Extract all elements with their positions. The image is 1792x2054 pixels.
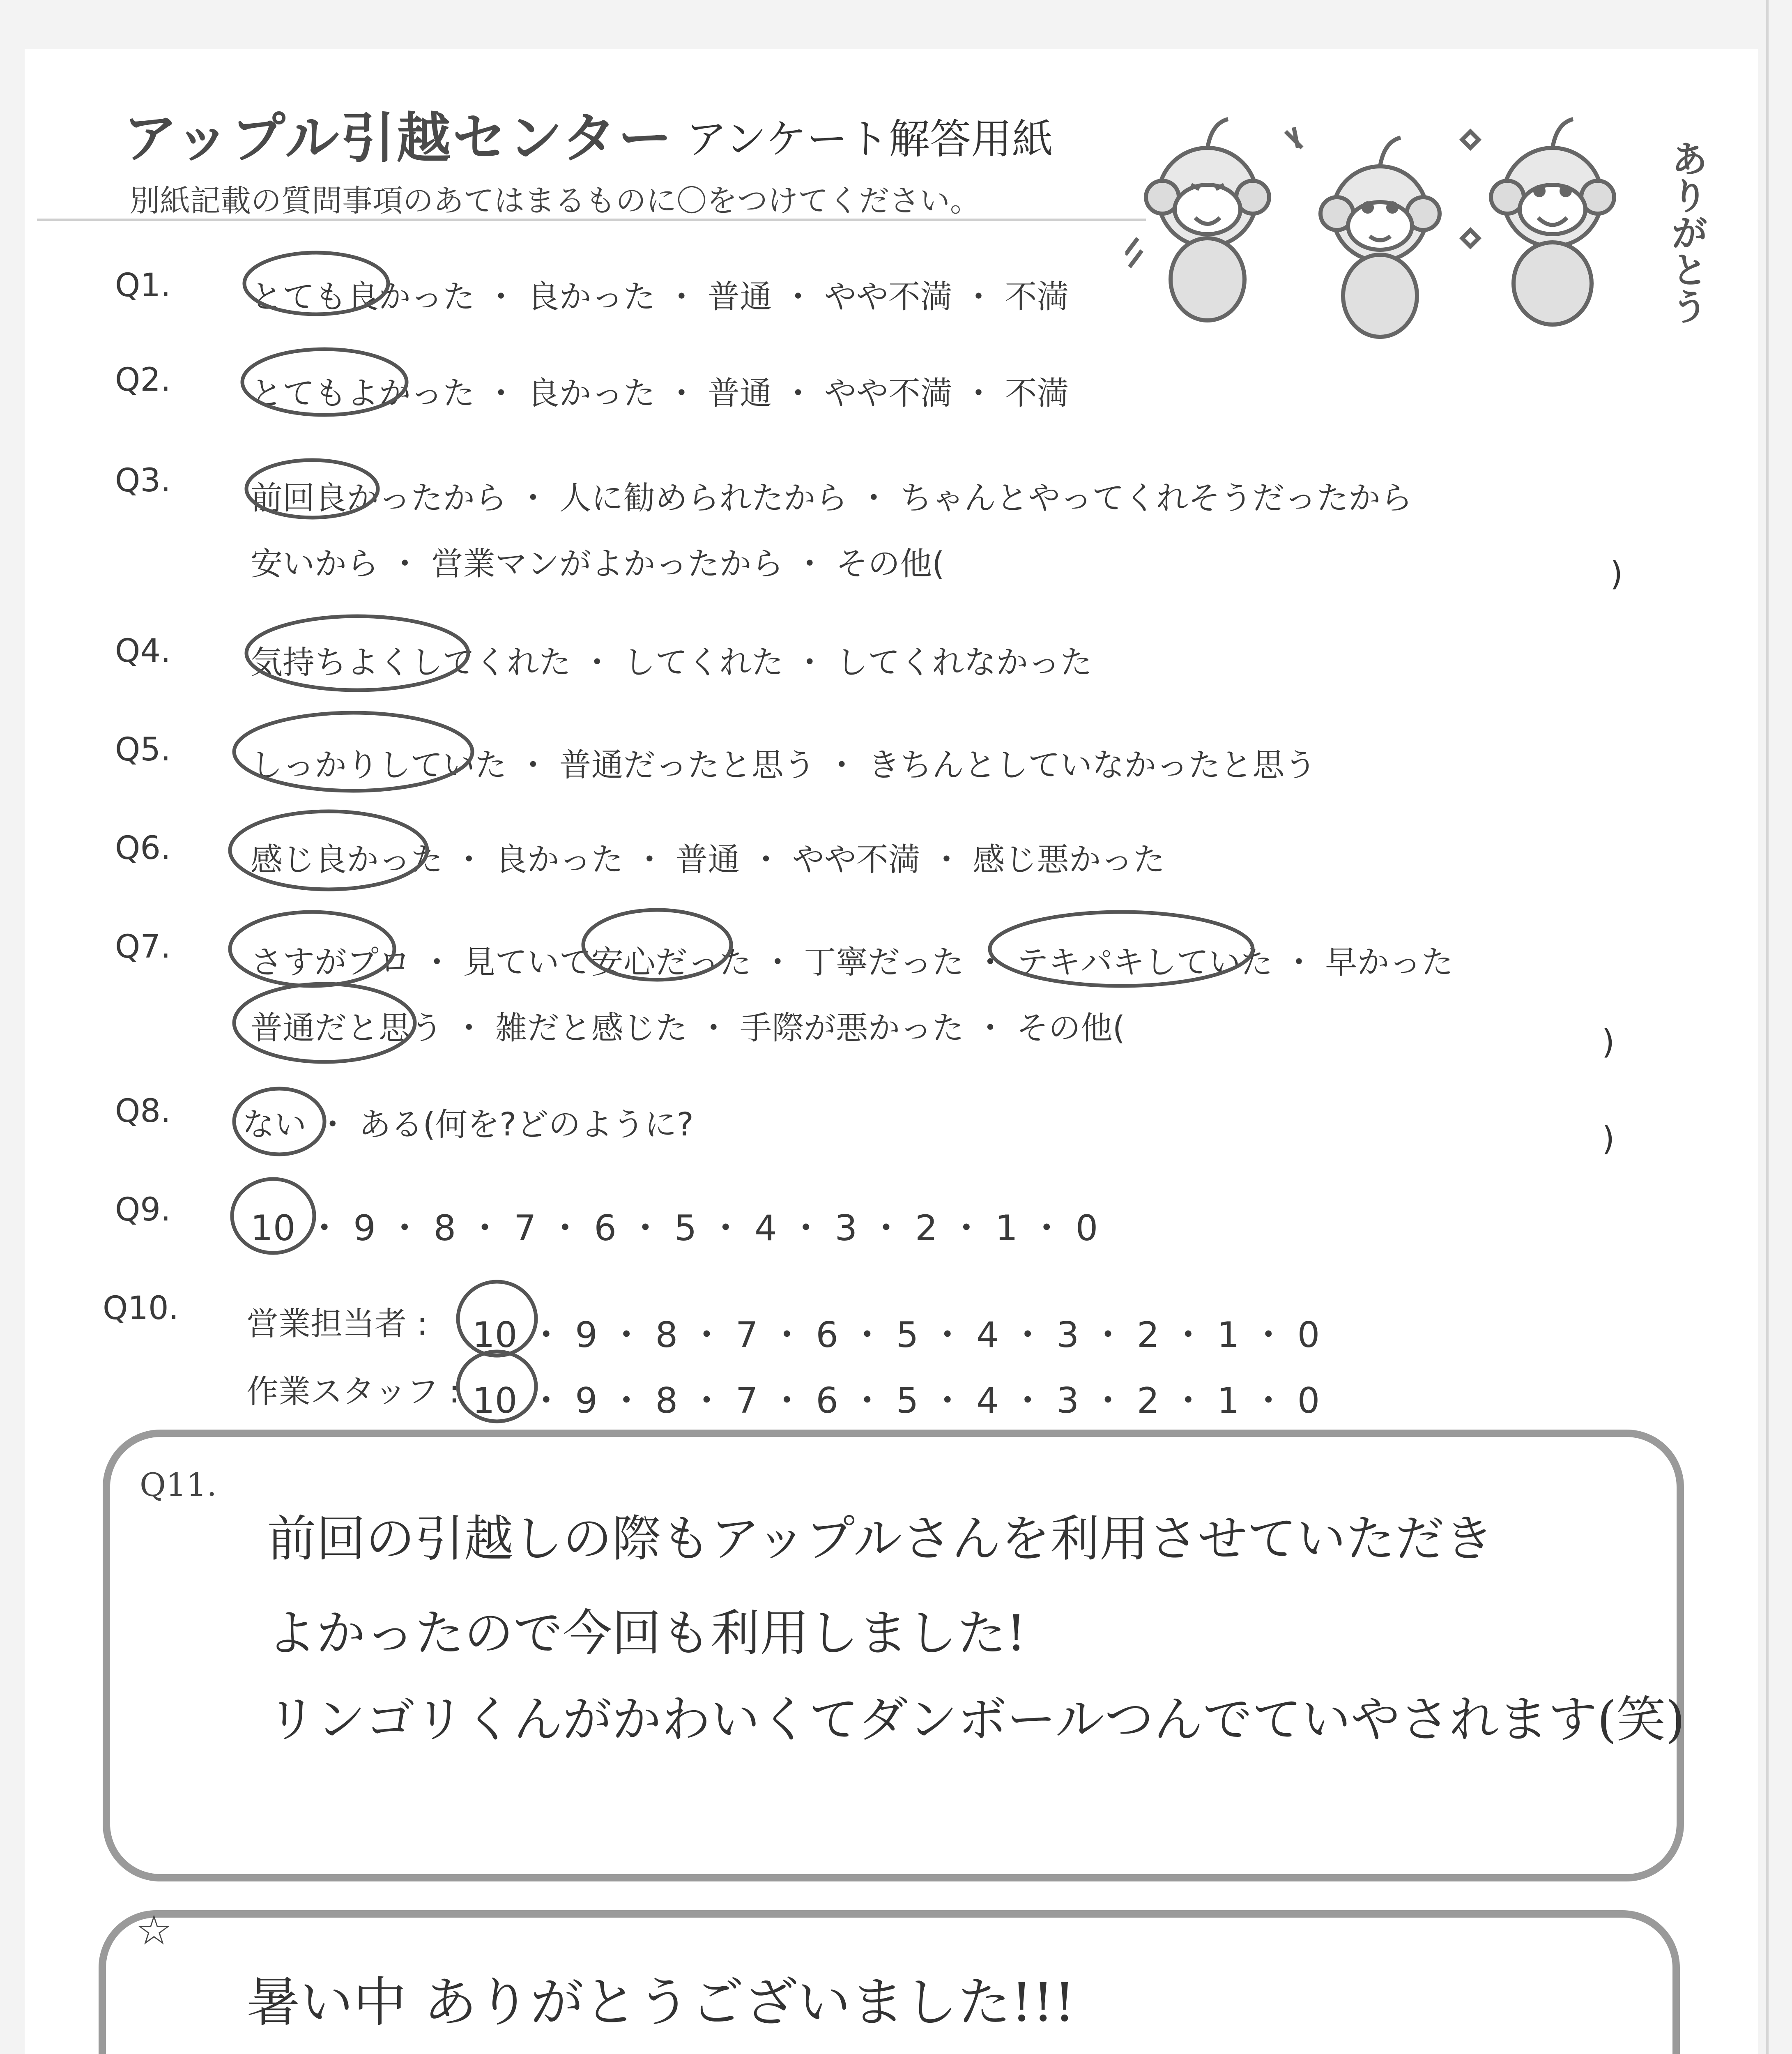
q5-options: しっかりしていた ・ 普通だったと思う ・ きちんとしていなかったと思う: [251, 747, 1317, 784]
star-icon: ☆: [136, 1906, 173, 1954]
q8-close-paren: ): [1602, 1119, 1615, 1158]
q9-number: Q9.: [115, 1191, 171, 1228]
q11-handwritten-line-1: 前回の引越しの際もアップルさんを利用させていただき: [267, 1511, 1494, 1568]
q11-handwritten-line-2: よかったので今回も利用しました!: [267, 1605, 1026, 1662]
q4-options: 気持ちよくしてくれた ・ してくれた ・ してくれなかった: [251, 644, 1093, 681]
q8-number: Q8.: [115, 1093, 171, 1130]
q10-sales-label: 営業担当者 :: [246, 1306, 428, 1342]
q4-number: Q4.: [115, 633, 171, 670]
q3-number: Q3.: [115, 462, 171, 499]
q5-number: Q5.: [115, 731, 171, 768]
instruction-text: 別紙記載の質問事項のあてはまるものに〇をつけてください。: [129, 183, 980, 219]
q11-handwritten-line-3: リンゴリくんがかわいくてダンボールつんでていやされます(笑): [267, 1691, 1685, 1748]
q11-label: Q11.: [140, 1467, 217, 1504]
q2-number: Q2.: [115, 362, 171, 398]
q1-options: とても良かった ・ 良かった ・ 普通 ・ やや不満 ・ 不満: [251, 279, 1069, 315]
q6-options: 感じ良かった ・ 良かった ・ 普通 ・ やや不満 ・ 感じ悪かった: [251, 841, 1165, 878]
q6-number: Q6.: [115, 830, 171, 867]
q7-close-paren: ): [1602, 1023, 1615, 1061]
q8-options: ない ・ ある(何を?どのように?: [242, 1106, 694, 1143]
q7-options-line2: 普通だと思う ・ 雑だと感じた ・ 手際が悪かった ・ その他(: [251, 1010, 1125, 1047]
q7-number: Q7.: [115, 928, 171, 965]
q10-staff-scale: 10 ・ 9 ・ 8 ・ 7 ・ 6 ・ 5 ・ 4 ・ 3 ・ 2 ・ 1 ・ 0: [472, 1380, 1320, 1421]
q10-number: Q10.: [103, 1290, 179, 1327]
q10-sales-scale: 10 ・ 9 ・ 8 ・ 7 ・ 6 ・ 5 ・ 4 ・ 3 ・ 2 ・ 1 ・ 0: [472, 1315, 1320, 1356]
q9-scale: 10 ・ 9 ・ 8 ・ 7 ・ 6 ・ 5 ・ 4 ・ 3 ・ 2 ・ 1 ・ 0: [251, 1208, 1098, 1249]
thanks-lettering: ありがとう: [1665, 140, 1708, 325]
q3-options-line2: 安いから ・ 営業マンがよかったから ・ その他(: [251, 546, 945, 583]
q3-options-line1: 前回良かったから ・ 人に勧められたから ・ ちゃんとやってくれそうだったから: [251, 480, 1413, 517]
q10-staff-label: 作業スタッフ :: [246, 1373, 460, 1410]
q3-close-paren: ): [1610, 555, 1623, 593]
q7-options-line1: さすがプロ ・ 見ていて安心だった ・ 丁寧だった ・ テキパキしていた ・ 早かった: [251, 944, 1454, 981]
form-subtitle: アンケート解答用紙: [686, 115, 1053, 163]
q2-options: とてもよかった ・ 良かった ・ 普通 ・ やや不満 ・ 不満: [251, 375, 1069, 412]
company-title: アップル引越センター: [123, 107, 674, 170]
star-handwritten-message: 暑い中 ありがとうございました!!!: [246, 1971, 1076, 2033]
q1-number: Q1.: [115, 267, 171, 304]
